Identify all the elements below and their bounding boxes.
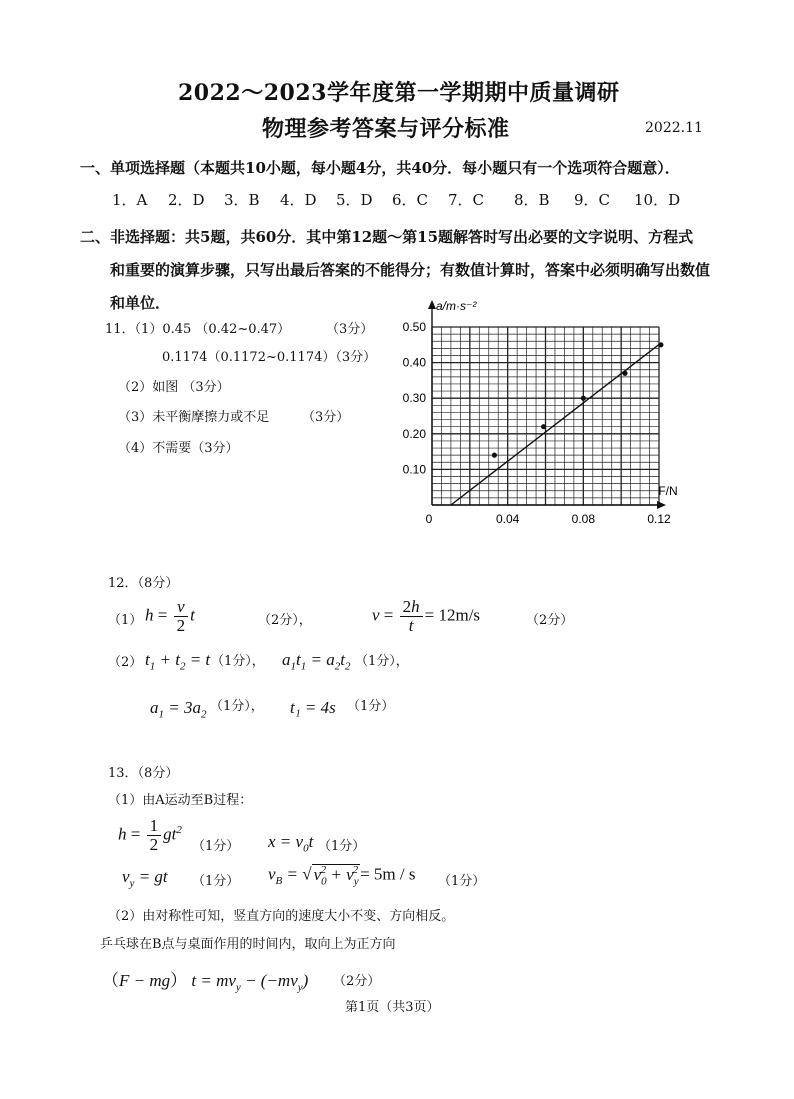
q13-score-4: （1分） bbox=[438, 874, 486, 889]
x-tick-label: 0.04 bbox=[495, 512, 520, 526]
q11-line5: （4）不需要（3分） bbox=[118, 441, 239, 456]
q13-eq-impulse: （F − mg） $t = mv_y - (-mv_y)$ bbox=[102, 971, 309, 994]
q13-heading: 13．（8分） bbox=[108, 766, 179, 781]
q13-score-3: （1分） bbox=[192, 874, 240, 889]
q12-eq-a1t1: $a_1t_1 = a_2t_2$ bbox=[282, 650, 351, 673]
answer-1: 1．A bbox=[112, 191, 148, 209]
q13-vb-result: = 5m / s bbox=[360, 864, 416, 884]
q13-score-5: （2分） bbox=[333, 974, 381, 989]
q11-line2: 0.1174（0.1172~0.1174）（3分） bbox=[162, 350, 377, 365]
data-point bbox=[658, 342, 663, 347]
y-axis-arrow bbox=[428, 300, 436, 309]
y-tick-label: 0.10 bbox=[402, 462, 426, 477]
document-date: 2022.11 bbox=[645, 120, 703, 136]
section2-heading-line2: 和重要的演算步骤，只写出最后答案的不能得分；有数值计算时，答案中必须明确写出数值 bbox=[110, 261, 711, 279]
a-f-graph bbox=[395, 295, 685, 535]
q12-eq-t1: t₁ = 4s bbox=[290, 698, 336, 717]
q11-line3: （2）如图 （3分） bbox=[118, 380, 230, 395]
q13-eq-vb: $v_B$ = √ $v_0^2 + v_y^2 = 5m / s$ bbox=[268, 864, 416, 888]
section1-answers bbox=[112, 189, 680, 210]
y-tick-label: 0.40 bbox=[402, 355, 426, 370]
y-tick-label: 0.50 bbox=[402, 320, 426, 334]
q12-eq-a1: $a_1 = 3a_2$ bbox=[150, 698, 207, 721]
chart-grid bbox=[432, 327, 659, 505]
q13-p2-line1: （2）由对称性可知，竖直方向的速度大小不变、方向相反。 bbox=[108, 909, 455, 924]
data-point bbox=[622, 371, 627, 376]
answer-8: 8．B bbox=[514, 191, 550, 209]
answer-4: 4．D bbox=[280, 191, 317, 209]
page-title-line1: 2022～2023学年度第一学期期中质量调研 bbox=[178, 80, 620, 106]
data-point bbox=[541, 424, 546, 429]
q12-p1-label: （1） bbox=[108, 613, 143, 628]
section2-heading-line3: 和单位． bbox=[110, 294, 171, 312]
answer-10: 10．D bbox=[634, 191, 681, 209]
q11-line1-score: （3分） bbox=[326, 322, 374, 337]
q12-p2-score-d: （1分） bbox=[347, 699, 395, 714]
section1-heading: 一、单项选择题（本题共10小题，每小题4分，共40分．每小题只有一个选项符合题意）． bbox=[80, 159, 680, 177]
q12-eq-h: h = $\frac{v}{2}$ t bbox=[145, 597, 195, 635]
answer-3: 3．B bbox=[224, 191, 260, 209]
q13-eq-vy: $v_y$ = gt bbox=[122, 867, 168, 890]
q12-heading: 12．（8分） bbox=[108, 576, 179, 591]
x-axis-arrow bbox=[657, 501, 666, 509]
answer-2: 2．D bbox=[168, 191, 205, 209]
page-title-line2: 物理参考答案与评分标准 bbox=[262, 116, 510, 142]
q12-p2-score-b: （1分）， bbox=[355, 654, 409, 669]
q12-p2-label: （2） bbox=[108, 655, 143, 670]
section2-heading-line1: 二、非选择题：共5题，共60分．其中第12题～第15题解答时写出必要的文字说明、方程式 bbox=[80, 228, 694, 246]
y-tick-label: 0.20 bbox=[402, 426, 426, 441]
q13-p2-line2: 乒乓球在B点与桌面作用的时间内，取向上为正方向 bbox=[100, 937, 396, 952]
x-tick-label: 0.12 bbox=[647, 512, 671, 526]
data-point bbox=[492, 453, 497, 458]
fit-line bbox=[451, 343, 661, 505]
answer-9: 9．C bbox=[574, 191, 611, 209]
page-number: 第1页（共3页） bbox=[345, 1000, 440, 1015]
y-tick-label: 0.30 bbox=[402, 391, 426, 406]
q13-score-1: （1分） bbox=[192, 839, 240, 854]
q13-eq-x: $x = v_0t$ bbox=[268, 832, 314, 855]
q12-p1-score-a: （2分）， bbox=[258, 613, 312, 628]
q11-line1: 11．（1）0.45 （0.42~0.47） bbox=[105, 322, 291, 337]
answer-7: 7．C bbox=[448, 191, 485, 209]
y-axis-label: a/m·s⁻² bbox=[436, 299, 477, 313]
q12-p1-score-b: （2分） bbox=[526, 613, 574, 628]
q11-line4-score: （3分） bbox=[302, 410, 350, 425]
q12-p2-score-a: （1分）， bbox=[211, 654, 265, 669]
q12-p2-score-c: （1分）， bbox=[210, 699, 264, 714]
q13-score-2: （1分） bbox=[318, 839, 366, 854]
x-axis-label: F/N bbox=[658, 484, 678, 498]
q13-p1-intro: （1）由A运动至B过程： bbox=[108, 793, 253, 808]
q12-eq-v-result: = 12m/s bbox=[424, 605, 481, 625]
x-tick-label: 0.08 bbox=[571, 512, 596, 526]
q12-eq-t-sum: $t_1 + t_2 = t$ bbox=[145, 650, 211, 673]
q11-line4: （3）未平衡摩擦力或不足 bbox=[118, 410, 270, 425]
q12-eq-v: v = $\frac{2h}{t}$ = 12m/s bbox=[372, 597, 481, 635]
x-tick-label: 0 bbox=[425, 512, 433, 526]
data-point bbox=[581, 396, 586, 401]
answer-6: 6．C bbox=[392, 191, 429, 209]
answer-5: 5．D bbox=[336, 191, 373, 209]
q13-eq-h: h = $\frac{1}{2}$ $gt^2$ bbox=[118, 816, 182, 854]
